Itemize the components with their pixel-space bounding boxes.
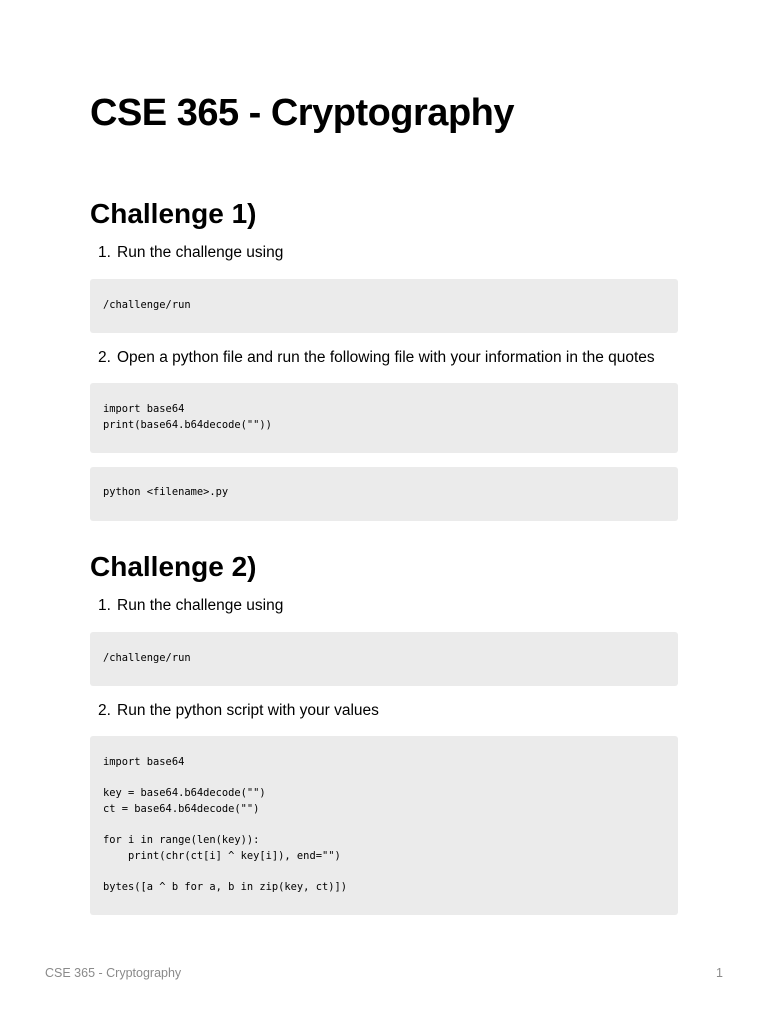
challenge-1-step-1 xyxy=(98,243,283,263)
step-number: 1. xyxy=(98,597,111,614)
step-text: Run the python script with your values xyxy=(117,702,379,719)
challenge-2-step-1 xyxy=(98,596,283,616)
code-block-run-challenge-2[interactable]: /challenge/run xyxy=(90,632,678,686)
step-number: 2. xyxy=(98,349,111,366)
step-text: Run the challenge using xyxy=(117,597,284,614)
footer-document-title: CSE 365 - Cryptography xyxy=(45,966,182,980)
document-title: CSE 365 - Cryptography xyxy=(90,92,514,134)
challenge-1-step-2 xyxy=(98,348,655,368)
code-block-run-python[interactable]: python <filename>.py xyxy=(90,467,678,521)
section-title-challenge-2: Challenge 2) xyxy=(90,551,257,582)
code-block-run-challenge[interactable]: /challenge/run xyxy=(90,279,678,333)
code-block-xor-script[interactable]: import base64 key = base64.b64decode("") ct = base64.b64decode("") for i in range(len(key)): print(chr(ct[i] ^ key[i]), end="") bytes([a ^ b for a, b in zip(key, ct)]) xyxy=(90,736,678,915)
code-block-decode-script[interactable]: import base64 print(base64.b64decode("")) xyxy=(90,383,678,453)
challenge-2-step-2 xyxy=(98,701,379,721)
step-text: Run the challenge using xyxy=(117,244,284,261)
step-text: Open a python file and run the following file with your information in the quotes xyxy=(117,349,655,366)
step-number: 1. xyxy=(98,244,111,261)
footer-page-number: 1 xyxy=(716,966,723,980)
step-number: 2. xyxy=(98,702,111,719)
section-title-challenge-1: Challenge 1) xyxy=(90,198,257,229)
